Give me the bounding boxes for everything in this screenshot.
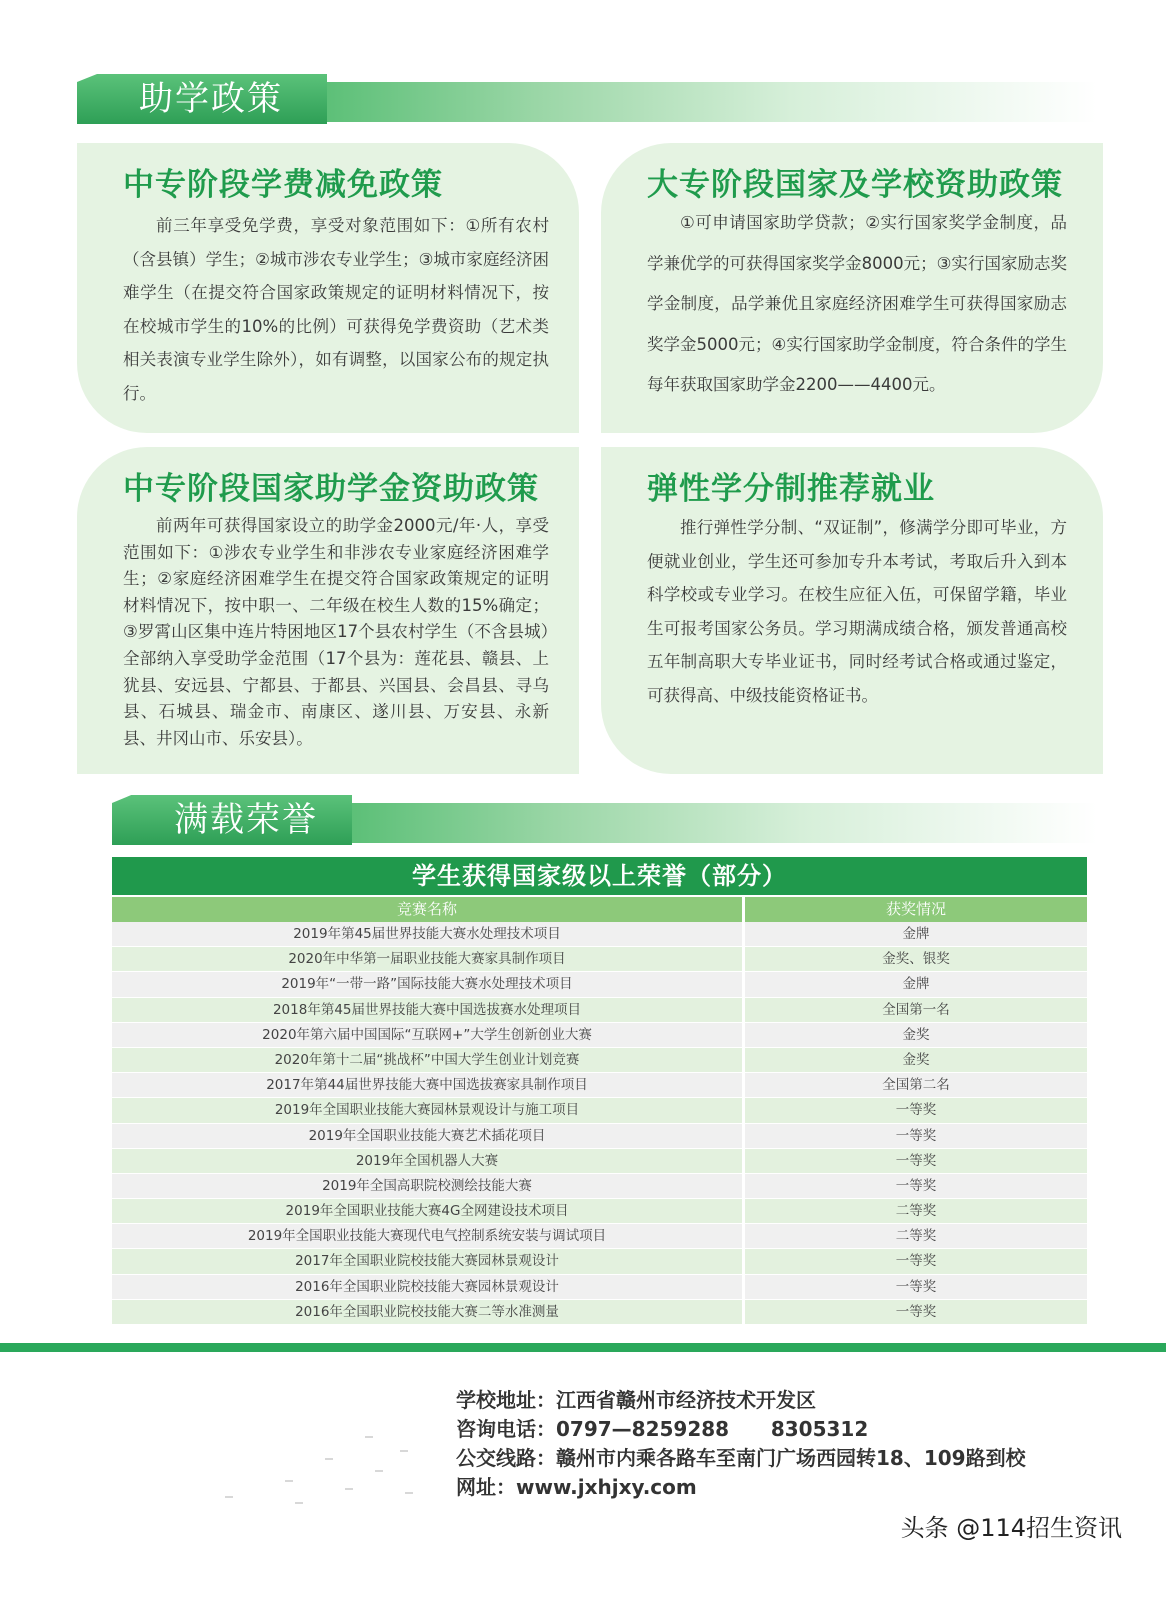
cell-competition: 2016年全国职业院校技能大赛二等水准测量 <box>112 1300 745 1324</box>
policy-card-flexible-credit <box>601 447 1103 774</box>
cell-competition: 2016年全国职业院校技能大赛园林景观设计 <box>112 1275 745 1299</box>
consult-phone: 咨询电话：0797—8259288 8305312 <box>456 1417 869 1441</box>
table-row <box>112 998 1087 1023</box>
cell-competition: 2019年全国职业技能大赛现代电气控制系统安装与调试项目 <box>112 1224 745 1248</box>
card-text: 前三年享受免学费，享受对象范围如下：①所有农村（含县镇）学生；②城市涉农专业学生；③城市家庭经济困难学生（在提交符合国家政策规定的证明材料情况下，按在校城市学生的10%的比例）可获得免学费资助（艺术类相关表演专业学生除外），如有调整，以国家公布的规定执行。 <box>123 216 549 403</box>
cell-competition: 2019年第45届世界技能大赛水处理技术项目 <box>112 922 745 946</box>
card-text: 推行弹性学分制、“双证制”，修满学分即可毕业，方便就业创业，学生还可参加专升本考试，考取后升入到本科学校或专业学习。在校生应征入伍，可保留学籍，毕业生可报考国家公务员。学习期满成绩合格，颁发普通高校五年制高职大专毕业证书，同时经考试合格或通过鉴定，可获得高、中级技能资格证书。 <box>647 518 1067 705</box>
cell-award: 一等奖 <box>895 1152 937 1169</box>
table-row <box>112 1275 1087 1300</box>
table-row <box>112 922 1087 947</box>
policy-card-tuition-waiver <box>77 143 579 433</box>
table-row <box>112 1048 1087 1073</box>
cell-competition: 2019年全国职业技能大赛园林景观设计与施工项目 <box>112 1098 745 1122</box>
cell-competition: 2019年全国职业技能大赛艺术插花项目 <box>112 1124 745 1148</box>
decorative-dots <box>195 1430 425 1510</box>
cell-competition: 2019年“一带一路”国际技能大赛水处理技术项目 <box>112 972 745 996</box>
cell-award: 全国第二名 <box>882 1077 950 1094</box>
honors-table <box>112 857 1087 1325</box>
card-title: 中专阶段国家助学金资助政策 <box>123 471 539 507</box>
cell-competition: 2017年全国职业院校技能大赛园林景观设计 <box>112 1249 745 1273</box>
cell-award: 金奖、银奖 <box>882 951 950 968</box>
cell-competition: 2017年第44届世界技能大赛中国选拔赛家具制作项目 <box>112 1073 745 1097</box>
cell-award: 全国第一名 <box>882 1001 950 1018</box>
table-row <box>112 972 1087 997</box>
table-body <box>112 922 1087 1325</box>
cell-award: 金奖 <box>902 1051 930 1068</box>
table-row <box>112 1199 1087 1224</box>
cell-competition: 2019年全国机器人大赛 <box>112 1149 745 1173</box>
cell-award: 金奖 <box>902 1026 930 1043</box>
table-row <box>112 1149 1087 1174</box>
card-text: ①可申请国家助学贷款；②实行国家奖学金制度，品学兼优学的可获得国家奖学金8000元；③实行国家励志奖学金制度，品学兼优且家庭经济困难学生可获得国家励志奖学金5000元；④实行国家助学金制度，符合条件的学生每年获取国家助学金2200——4400元。 <box>647 213 1067 394</box>
table-row <box>112 1249 1087 1274</box>
cell-award: 一等奖 <box>895 1127 937 1144</box>
school-address: 学校地址：江西省赣州市经济技术开发区 <box>456 1388 816 1412</box>
cell-competition: 2020年中华第一届职业技能大赛家具制作项目 <box>112 947 745 971</box>
table-row <box>112 1124 1087 1149</box>
table-row <box>112 1300 1087 1325</box>
cell-competition: 2019年全国职业技能大赛4G全网建设技术项目 <box>112 1199 745 1223</box>
bus-route: 公交线路：赣州市内乘各路车至南门广场西园转18、109路到校 <box>456 1446 1026 1470</box>
card-title: 大专阶段国家及学校资助政策 <box>647 167 1063 203</box>
table-row <box>112 1023 1087 1048</box>
policy-card-college-aid <box>601 143 1103 433</box>
footer-divider <box>0 1343 1166 1352</box>
cell-competition: 2020年第六届中国国际“互联网+”大学生创新创业大赛 <box>112 1023 745 1047</box>
table-row <box>112 1073 1087 1098</box>
header-competition: 竞赛名称 <box>112 897 745 922</box>
card-title: 中专阶段学费减免政策 <box>123 167 443 203</box>
table-row <box>112 1174 1087 1199</box>
section-banner-honors <box>112 795 1097 845</box>
table-row <box>112 947 1087 972</box>
cell-award: 一等奖 <box>895 1278 937 1295</box>
cell-competition: 2019年全国高职院校测绘技能大赛 <box>112 1174 745 1198</box>
header-award: 获奖情况 <box>885 900 946 918</box>
cell-award: 二等奖 <box>895 1228 937 1245</box>
cell-award: 一等奖 <box>895 1253 937 1270</box>
cell-award: 二等奖 <box>895 1203 937 1220</box>
cell-award: 金牌 <box>902 926 930 942</box>
cell-competition: 2020年第十二届“挑战杯”中国大学生创业计划竞赛 <box>112 1048 745 1072</box>
card-title: 弹性学分制推荐就业 <box>647 471 935 507</box>
section-banner-policy <box>77 74 1097 124</box>
cell-award: 一等奖 <box>895 1177 937 1194</box>
section-title: 助学政策 <box>139 79 283 119</box>
website[interactable]: 网址：www.jxhjxy.com <box>456 1475 697 1499</box>
table-row <box>112 1224 1087 1249</box>
cell-award: 金牌 <box>902 976 930 993</box>
cell-competition: 2018年第45届世界技能大赛中国选拔赛水处理项目 <box>112 998 745 1022</box>
section-title: 满载荣誉 <box>174 800 318 840</box>
contact-info <box>456 1386 1026 1502</box>
table-header-row <box>112 897 1087 922</box>
policy-card-state-grant <box>77 447 579 774</box>
table-title: 学生获得国家级以上荣誉（部分） <box>112 857 1087 895</box>
table-row <box>112 1098 1087 1123</box>
cell-award: 一等奖 <box>895 1102 937 1119</box>
watermark: 头条 @114招生资讯 <box>900 1514 1122 1542</box>
cell-award: 一等奖 <box>895 1303 937 1320</box>
card-text: 前两年可获得国家设立的助学金2000元/年·人，享受范围如下：①涉农专业学生和非涉农专业家庭经济困难学生；②家庭经济困难学生在提交符合国家政策规定的证明材料情况下，按中职一、二年级在校生人数的15%确定；③罗霄山区集中连片特困地区17个县农村学生（不含县城）全部纳入享受助学金范围（17个县为：莲花县、赣县、上犹县、安远县、宁都县、于都县、兴国县、会昌县、寻乌县、石城县、瑞金市、南康区、遂川县、万安县、永新县、井冈山市、乐安县）。 <box>123 516 549 748</box>
